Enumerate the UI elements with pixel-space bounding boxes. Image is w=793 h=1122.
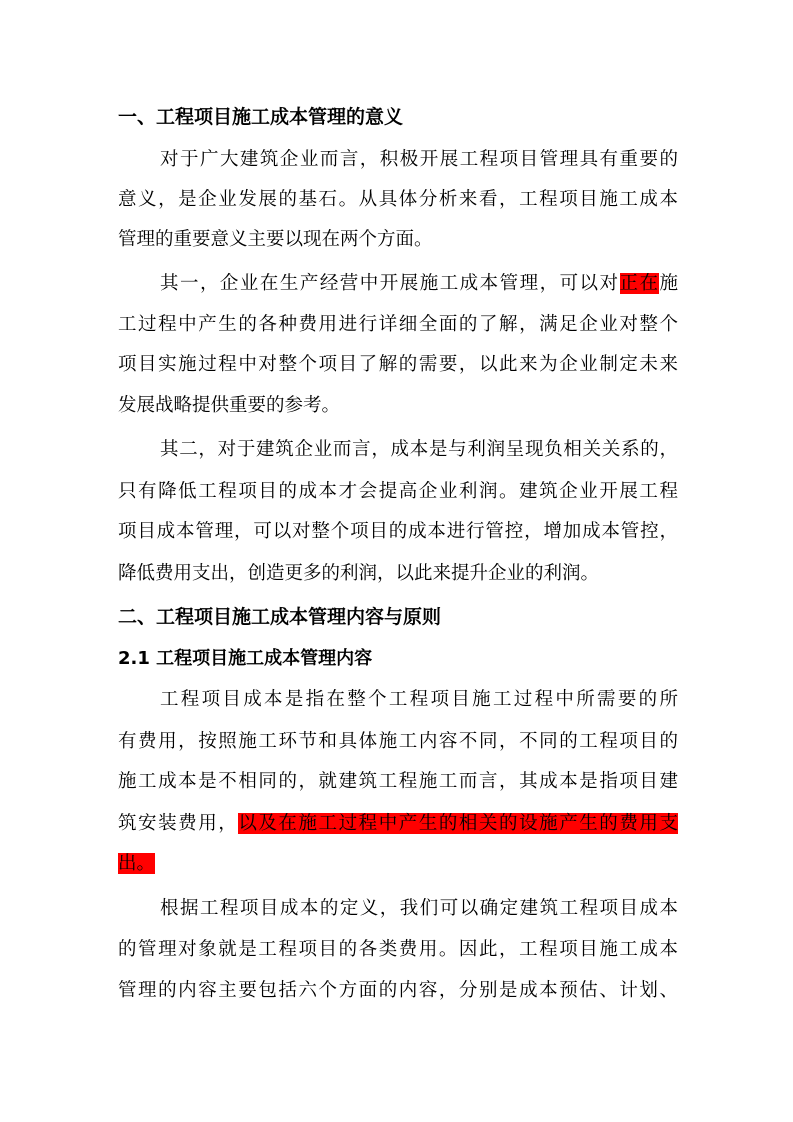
- paragraph-4-line-3: 施工成本是不相同的，就建筑工程施工而言，其成本是指项目建: [118, 771, 678, 792]
- paragraph-4-line-2: 有费用，按照施工环节和具体施工内容不同，不同的工程项目的: [118, 731, 678, 752]
- paragraph-2-line-3: 项目实施过程中对整个项目了解的需要，以此来为企业制定未来: [118, 354, 678, 375]
- paragraph-3-line-4: 降低费用支出，创造更多的利润，以此来提升企业的利润。: [118, 563, 600, 584]
- paragraph-3-line-1: 其二，对于建筑企业而言，成本是与利润呈现负相关关系的，: [160, 439, 678, 460]
- paragraph-5-line-3: 管理的内容主要包括六个方面的内容，分别是成本预估、计划、: [118, 980, 678, 1001]
- paragraph-4-line-5: [118, 850, 678, 878]
- paragraph-2-line-1: [160, 270, 678, 298]
- text-segment: 施: [659, 273, 678, 294]
- paragraph-1-line-2: 意义，是企业发展的基石。从具体分析来看，工程项目施工成本: [118, 189, 678, 210]
- paragraph-3-line-3: 项目成本管理，可以对整个项目的成本进行管控，增加成本管控，: [118, 521, 678, 542]
- section-2-heading: 二、工程项目施工成本管理内容与原则: [118, 606, 442, 628]
- highlighted-text: 正在: [619, 273, 660, 294]
- paragraph-2-line-2: 工过程中产生的各种费用进行详细全面的了解，满足企业对整个: [118, 314, 678, 335]
- subsection-2-1-heading: 2.1 工程项目施工成本管理内容: [118, 648, 373, 669]
- paragraph-5-line-1: 根据工程项目成本的定义，我们可以确定建筑工程项目成本: [160, 898, 678, 919]
- paragraph-1-line-3: 管理的重要意义主要以现在两个方面。: [118, 229, 433, 250]
- section-1-heading: 一、工程项目施工成本管理的意义: [118, 106, 404, 128]
- paragraph-3-line-2: 只有降低工程项目的成本才会提高企业利润。建筑企业开展工程: [118, 481, 678, 502]
- highlighted-text: 以及在施工过程中产生的相关的设施产生的费用支: [238, 813, 678, 834]
- text-segment: 筑安装费用，: [118, 813, 239, 834]
- highlighted-text: 出。: [118, 853, 156, 874]
- paragraph-5-line-2: 的管理对象就是工程项目的各类费用。因此，工程项目施工成本: [118, 939, 678, 960]
- paragraph-4-line-1: 工程项目成本是指在整个工程项目施工过程中所需要的所: [160, 689, 678, 710]
- paragraph-1-line-1: 对于广大建筑企业而言，积极开展工程项目管理具有重要的: [160, 149, 678, 170]
- paragraph-4-line-4: [118, 810, 678, 838]
- paragraph-2-line-4: 发展战略提供重要的参考。: [118, 395, 341, 416]
- text-segment: 其一，企业在生产经营中开展施工成本管理，可以对: [160, 273, 620, 294]
